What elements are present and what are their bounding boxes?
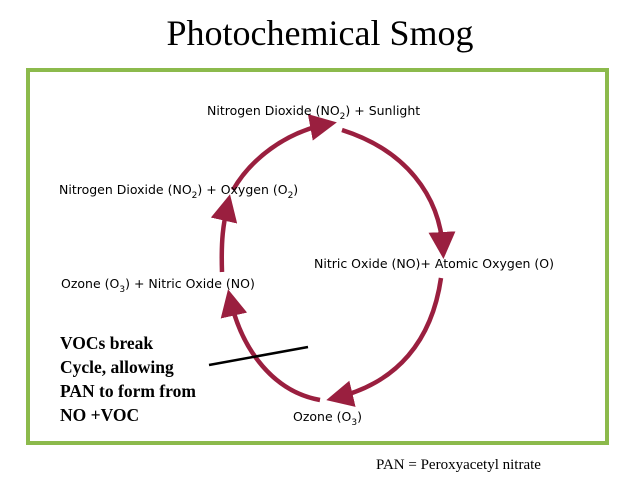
- pan-footnote: PAN = Peroxyacetyl nitrate: [376, 457, 541, 473]
- step-no-atomic-oxygen: Nitric Oxide (NO)+ Atomic Oxygen (O): [314, 256, 555, 271]
- page-title: Photochemical Smog: [166, 13, 474, 53]
- step-no2-oxygen: Nitrogen Dioxide $(NO_2)$ + Oxygen $(O_2)$: [59, 182, 299, 201]
- callout-line: NO +VOC: [60, 405, 140, 425]
- callout-line: Cycle, allowing: [60, 357, 174, 377]
- step-ozone-no: Ozone $(O_3)$ + Nitric Oxide (NO): [61, 276, 255, 295]
- callout-line: VOCs break: [60, 333, 154, 353]
- callout-line: PAN to form from: [60, 381, 196, 401]
- step-no2-sunlight: Nitrogen Dioxide $(NO_2)$ + Sunlight: [207, 103, 421, 122]
- voc-callout: [60, 331, 240, 427]
- step-ozone: Ozone $(O_3)$: [293, 409, 362, 428]
